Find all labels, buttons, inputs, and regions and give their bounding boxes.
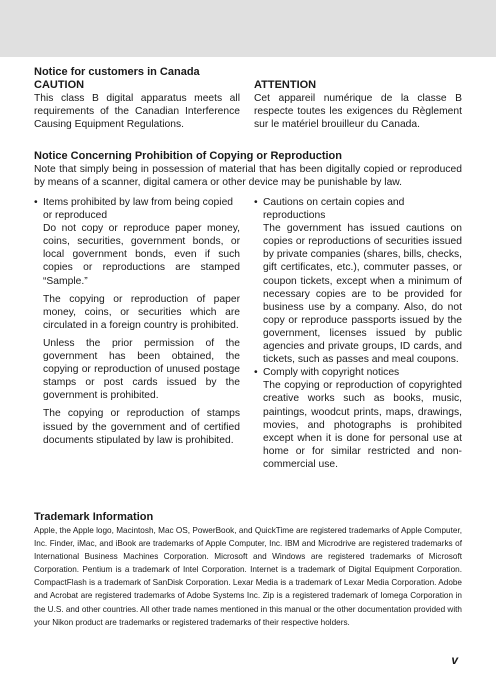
prohibited-paragraph: Unless the prior permission of the government has been obtained, the copying or reproduction of unused postage stamps or post cards issued by the government is prohibited.	[43, 337, 240, 402]
caution-text: This class B digital apparatus meets all requirements of the Canadian Interference Causing Equipment Regulations.	[34, 93, 240, 131]
prohibited-paragraph: The copying or reproduction of paper money, coins, or securities which are circulated in a foreign country is prohibited.	[43, 293, 240, 331]
caution-title: CAUTION	[34, 79, 85, 91]
copying-intro: Note that simply being in possession of material that has been digitally copied or reproduced by means of a scanner, digital camera or other device may be punishable by law.	[34, 164, 462, 189]
page-number: v	[451, 653, 458, 667]
canada-heading: Notice for customers in Canada	[34, 66, 200, 78]
cautions-title: • Cautions on certain copies and reproductions	[254, 196, 462, 222]
trademark-text: Apple, the Apple logo, Macintosh, Mac OS, PowerBook, and QuickTime are registered trademarks of Apple Computer, Inc. Finder, iMac, and iBook are trademarks of Apple Computer, Inc. IBM and Microdrive are registered trademarks of International Business Machines Corporation. Microsoft and Windows are registered trademarks of Microsoft Corporation. Pentium is a trademark of Intel Corporation. Internet is a trademark of Digital Equipment Corporation. CompactFlash is a trademark of SanDisk Corporation. Lexar Media is a trademark of Lexar Media Corporation. Adobe and Acrobat are registered trademarks of Adobe Systems Inc. Zip is a registered trademark of Iomega Corporation in the U.S. and other countries. All other trade names mentioned in this manual or the other documentation provided with your Nikon product are trademarks or registered trademarks of their respective holders.	[34, 526, 462, 627]
copyright-title: • Comply with copyright notices	[254, 366, 462, 379]
caution-block	[34, 79, 240, 131]
copying-heading: Notice Concerning Prohibition of Copying or Reproduction	[34, 150, 342, 162]
prohibited-title: • Items prohibited by law from being copied or reproduced	[34, 196, 240, 222]
trademark-heading: Trademark Information	[34, 511, 154, 523]
attention-text: Cet appareil numérique de la classe B respecte toutes les exigences du Règlement sur le matériel brouilleur du Canada.	[254, 93, 462, 131]
cautions-column	[254, 196, 462, 471]
attention-block	[254, 79, 462, 131]
attention-title: ATTENTION	[254, 79, 317, 91]
copying-section	[34, 150, 462, 189]
header-band	[0, 0, 496, 57]
prohibited-column	[34, 196, 240, 447]
copyright-text: The copying or reproduction of copyrighted creative works such as books, music, paintings, woodcut prints, maps, drawings, movies, and photographs is prohibited except when it is done for personal use at home or for similar restricted and non-commercial use.	[263, 380, 462, 470]
cautions-text: The government has issued cautions on copies or reproductions of securities issued by private companies (shares, bills, checks, gift certificates, etc.), commuter passes, or coupon tickets, except when a minimum of necessary copies are to be provided for business use by a company. Also, do not copy or reproduce passports issued by the government, licenses issued by public agencies and private groups, ID cards, and tickets, such as passes and meal coupons.	[263, 223, 462, 366]
prohibited-paragraph: Do not copy or reproduce paper money, coins, securities, government bonds, or local government bonds, even if such copies or reproductions are stamped “Sample.”	[43, 223, 240, 287]
prohibited-paragraph: The copying or reproduction of stamps issued by the government and of certified documents stipulated by law is prohibited.	[43, 408, 240, 446]
trademark-section	[34, 511, 462, 629]
